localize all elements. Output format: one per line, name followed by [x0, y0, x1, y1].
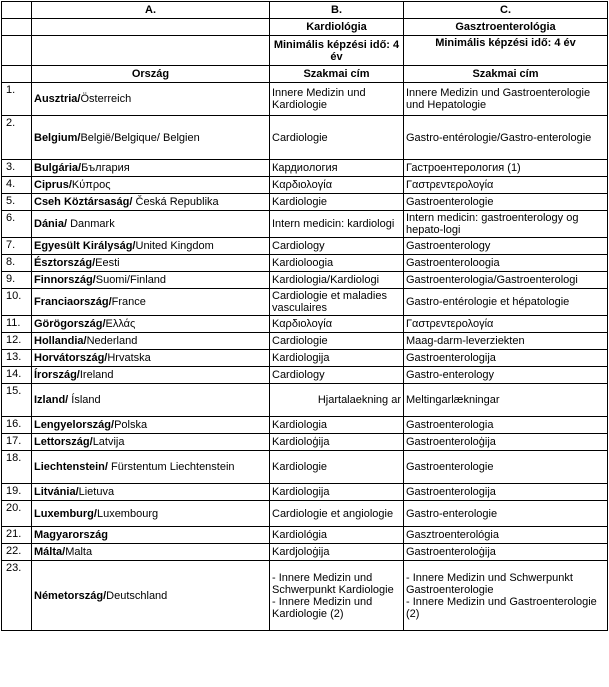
header-row-letters: [2, 2, 608, 19]
cardiology-title: Kardiologie: [270, 451, 404, 484]
country-name-native: France: [111, 296, 146, 308]
specialist-titles-table: [1, 1, 608, 631]
gastroenterology-title: Gastroenterologija: [404, 350, 608, 367]
table-row: [2, 350, 608, 367]
country-name-native: Ireland: [79, 369, 114, 381]
gastroenterology-title: Gasztroenterológia: [404, 527, 608, 544]
table-row: [2, 289, 608, 316]
row-number: 23.: [2, 561, 32, 631]
cardiology-specialty-header: Kardiológia: [270, 19, 404, 36]
gastroenterology-title: Gastroenteroloġija: [404, 544, 608, 561]
country-name-native: Luxembourg: [96, 507, 159, 520]
row-number: 8.: [2, 255, 32, 272]
country-name-hu: Ciprus/: [34, 179, 72, 191]
table-row: [2, 238, 608, 255]
row-number: 19.: [2, 484, 32, 501]
country-name-hu: Hollandia/: [34, 335, 87, 347]
country-name-native: Malta: [65, 546, 93, 558]
country-name-native: Česká Republika: [132, 196, 219, 208]
cardiology-title-label: Szakmai cím: [270, 66, 404, 83]
gastroenterology-title: Gastroenteroloogia: [404, 255, 608, 272]
row-number: 13.: [2, 350, 32, 367]
country-name-hu: Bulgária/: [34, 162, 82, 174]
cardiology-title: - Innere Medizin und Schwerpunkt Kardiologie - Innere Medizin und Kardiologie (2): [270, 561, 404, 631]
gastroenterology-title: Gastro-entérologie/Gastro-enterologie: [404, 116, 608, 160]
row-number: 22.: [2, 544, 32, 561]
country-cell: [32, 544, 270, 561]
country-name-hu: Észtország/: [34, 257, 96, 269]
country-name-native: Κύπρος: [71, 179, 111, 191]
cardiology-title: Kardioloģija: [270, 434, 404, 451]
cardiology-title: Kardiológia: [270, 527, 404, 544]
country-cell: [32, 527, 270, 544]
row-number: 15.: [2, 384, 32, 417]
table-row: [2, 83, 608, 116]
col-c-header: C.: [404, 2, 608, 19]
row-number: 6.: [2, 211, 32, 238]
row-number: 18.: [2, 451, 32, 484]
cardiology-title: Cardiology: [270, 367, 404, 384]
country-name-hu: Görögország/: [34, 318, 106, 330]
cardiology-title: Kardiologia/Kardiologi: [270, 272, 404, 289]
country-cell: [32, 116, 270, 160]
header-empty-cell: [32, 19, 270, 36]
country-name-hu: Luxemburg/: [34, 507, 97, 520]
gastroenterology-title: Гастроентерология (1): [404, 160, 608, 177]
table-row: [2, 451, 608, 484]
cardiology-title: Kardiologie: [270, 194, 404, 211]
country-name-native: Österreich: [80, 93, 132, 105]
country-name-native: Latvija: [92, 436, 125, 448]
country-cell: [32, 194, 270, 211]
country-name-native: Danmark: [67, 218, 115, 230]
cardiology-title: Kardjoloġija: [270, 544, 404, 561]
row-number: 9.: [2, 272, 32, 289]
table-row: [2, 116, 608, 160]
row-number: 10.: [2, 289, 32, 316]
country-name-hu: Lettország/: [34, 436, 93, 448]
cardiology-title: Kardioloogia: [270, 255, 404, 272]
header-empty-cell: [2, 19, 32, 36]
country-name-native: Nederland: [86, 335, 138, 347]
table-row: [2, 160, 608, 177]
cardiology-title: Καρδιολογία: [270, 316, 404, 333]
country-name-native: Hrvatska: [107, 352, 151, 364]
row-number: 20.: [2, 501, 32, 527]
country-name-native: Deutschland: [106, 589, 168, 602]
country-name-hu: Ausztria/: [34, 93, 81, 105]
country-name-hu: Liechtenstein/: [34, 461, 108, 473]
cardiology-title: Kardiologia: [270, 417, 404, 434]
gastroenterology-specialty-header: Gasztroenterológia: [404, 19, 608, 36]
row-number: 4.: [2, 177, 32, 194]
country-name-hu: Cseh Köztársaság/: [34, 196, 133, 208]
table-row: [2, 367, 608, 384]
country-label: Ország: [32, 66, 270, 83]
gastroenterology-title: Γαστρεντερολογία: [404, 316, 608, 333]
country-name-hu: Dánia/: [34, 218, 68, 230]
country-name-hu: Izland/: [34, 394, 69, 406]
gastroenterology-title: Meltingarlækningar: [404, 384, 608, 417]
cardiology-title: Cardiology: [270, 238, 404, 255]
gastroenterology-title: Gastro-enterologie: [404, 501, 608, 527]
cardiology-title: Cardiologie et angiologie: [270, 501, 404, 527]
country-name-native: België/Belgique/ Belgien: [80, 131, 200, 144]
header-row-min-training: [2, 36, 608, 66]
gastroenterology-title: Gastro-entérologie et hépatologie: [404, 289, 608, 316]
country-name-native: Suomi/Finland: [95, 274, 167, 286]
row-number: 5.: [2, 194, 32, 211]
country-name-native: Lietuva: [78, 486, 115, 498]
gastroenterology-title: Γαστρεντερολογία: [404, 177, 608, 194]
table-row: [2, 527, 608, 544]
country-cell: [32, 350, 270, 367]
row-number: 16.: [2, 417, 32, 434]
table-row: [2, 255, 608, 272]
country-name-hu: Lengyelország/: [34, 419, 115, 431]
gastroenterology-title: Gastroenteroloģija: [404, 434, 608, 451]
gastroenterology-title: Intern medicin: gastroenterology og hepato-logi: [404, 211, 608, 238]
header-empty-cell: [2, 66, 32, 83]
country-cell: [32, 289, 270, 316]
country-cell: [32, 417, 270, 434]
country-name-native: United Kingdom: [135, 240, 214, 252]
gastroenterology-title: Gastroenterologija: [404, 484, 608, 501]
header-empty-cell: [2, 2, 32, 19]
country-name-hu: Belgium/: [34, 131, 81, 144]
row-number: 2.: [2, 116, 32, 160]
table-row: [2, 316, 608, 333]
country-name-hu: Franciaország/: [34, 296, 112, 308]
country-name-hu: Egyesült Királyság/: [34, 240, 136, 252]
country-cell: [32, 255, 270, 272]
gastroenterology-title: Maag-darm-leverziekten: [404, 333, 608, 350]
gastroenterology-min-training: Minimális képzési idő: 4 év: [404, 36, 608, 66]
table-row: [2, 501, 608, 527]
header-empty-cell: [2, 36, 32, 66]
country-cell: [32, 451, 270, 484]
cardiology-title: Intern medicin: kardiologi: [270, 211, 404, 238]
country-cell: [32, 316, 270, 333]
country-name-native: Eesti: [95, 257, 120, 269]
gastroenterology-title: Gastroenterologia/Gastroenterologi: [404, 272, 608, 289]
cardiology-title: Hjartalaekning ar: [270, 384, 404, 417]
country-cell: [32, 434, 270, 451]
table-row: [2, 333, 608, 350]
cardiology-title: Кардиология: [270, 160, 404, 177]
country-cell: [32, 333, 270, 350]
country-name-hu: Finnország/: [34, 274, 96, 286]
country-name-hu: Magyarország: [34, 529, 108, 541]
table-row: [2, 272, 608, 289]
gastroenterology-title: Gastro-enterology: [404, 367, 608, 384]
cardiology-title: Kardiologija: [270, 350, 404, 367]
table-body: [2, 2, 608, 631]
country-name-hu: Litvánia/: [34, 486, 79, 498]
header-empty-cell: [32, 36, 270, 66]
row-number: 1.: [2, 83, 32, 116]
row-number: 21.: [2, 527, 32, 544]
country-name-hu: Málta/: [34, 546, 66, 558]
row-number: 12.: [2, 333, 32, 350]
table-row: [2, 484, 608, 501]
cardiology-title: Cardiologie et maladies vasculaires: [270, 289, 404, 316]
table-row: [2, 434, 608, 451]
gastroenterology-title: Gastroenterologie: [404, 194, 608, 211]
col-a-header: A.: [32, 2, 270, 19]
col-b-header: B.: [270, 2, 404, 19]
cardiology-title: Innere Medizin und Kardiologie: [270, 83, 404, 116]
country-name-hu: Írország/: [34, 369, 80, 381]
country-cell: [32, 484, 270, 501]
table-row: [2, 211, 608, 238]
row-number: 14.: [2, 367, 32, 384]
table-row: [2, 194, 608, 211]
country-cell: [32, 83, 270, 116]
country-name-native: Polska: [114, 419, 148, 431]
table-row: [2, 544, 608, 561]
country-cell: [32, 561, 270, 631]
country-cell: [32, 272, 270, 289]
row-number: 17.: [2, 434, 32, 451]
country-name-native: Fürstentum Liechtenstein: [107, 461, 235, 473]
gastroenterology-title: Gastroenterologia: [404, 417, 608, 434]
header-row-labels: [2, 66, 608, 83]
country-name-hu: Horvátország/: [34, 352, 108, 364]
gastroenterology-title: Gastroenterologie: [404, 451, 608, 484]
country-name-native: Ελλάς: [105, 318, 136, 330]
gastroenterology-title: - Innere Medizin und Schwerpunkt Gastroenterologie - Innere Medizin und Gastroenterologie (2): [404, 561, 608, 631]
cardiology-title: Καρδιολογία: [270, 177, 404, 194]
row-number: 7.: [2, 238, 32, 255]
gastroenterology-title-label: Szakmai cím: [404, 66, 608, 83]
cardiology-min-training: Minimális képzési idő: 4 év: [270, 36, 404, 66]
row-number: 11.: [2, 316, 32, 333]
country-cell: [32, 367, 270, 384]
table-row: [2, 561, 608, 631]
country-name-native: Ísland: [68, 394, 101, 406]
gastroenterology-title: Gastroenterology: [404, 238, 608, 255]
header-row-specialty: [2, 19, 608, 36]
table-row: [2, 384, 608, 417]
row-number: 3.: [2, 160, 32, 177]
country-name-hu: Németország/: [34, 589, 107, 602]
table-row: [2, 177, 608, 194]
country-cell: [32, 211, 270, 238]
country-cell: [32, 384, 270, 417]
gastroenterology-title: Innere Medizin und Gastroenterologie und Hepatologie: [404, 83, 608, 116]
country-cell: [32, 160, 270, 177]
cardiology-title: Kardiologija: [270, 484, 404, 501]
country-cell: [32, 501, 270, 527]
cardiology-title: Cardiologie: [270, 333, 404, 350]
table-row: [2, 417, 608, 434]
country-cell: [32, 177, 270, 194]
country-name-native: България: [81, 162, 130, 174]
country-cell: [32, 238, 270, 255]
cardiology-title: Cardiologie: [270, 116, 404, 160]
